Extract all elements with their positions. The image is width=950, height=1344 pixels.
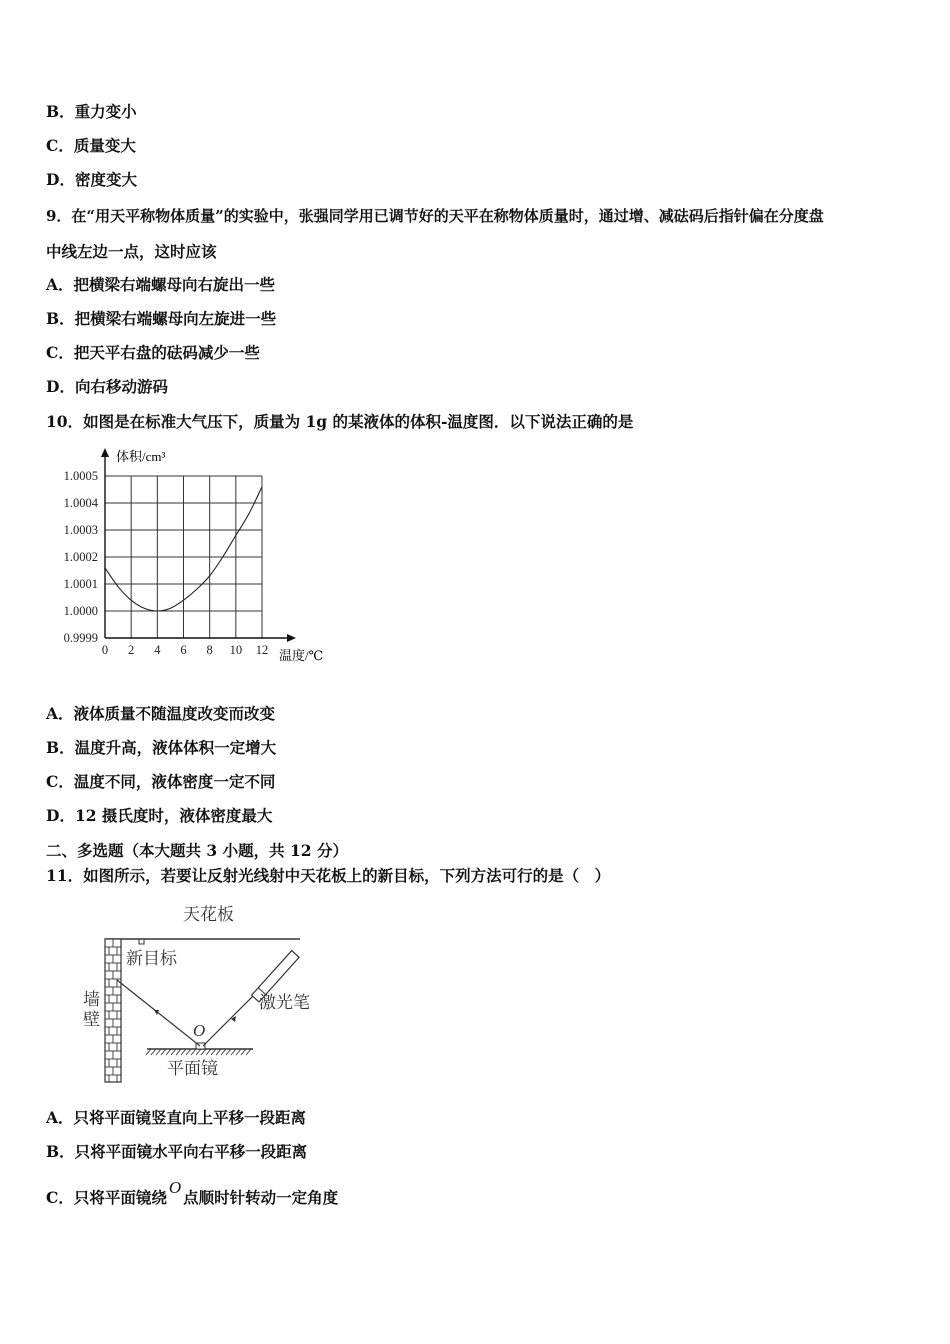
wall [105, 939, 121, 1082]
mirror-hatch-line [171, 1049, 176, 1055]
mirror-hatching [146, 1049, 251, 1055]
mirror-hatch-line [231, 1049, 236, 1055]
chart-x-tick-label: 4 [154, 643, 161, 657]
mirror-hatch-line [191, 1049, 196, 1055]
q9-option-c: C．把天平右盘的砝码减少一些 [46, 343, 260, 362]
mirror-hatch-line [166, 1049, 171, 1055]
chart-x-tick-label: 10 [229, 643, 243, 657]
mirror-hatch-line [221, 1049, 226, 1055]
section-2-title: 二、多选题（本大题共 3 小题，共 12 分） [46, 841, 348, 860]
laser-pen-label: 激光笔 [259, 993, 310, 1012]
mirror-hatch-line [151, 1049, 156, 1055]
q10-option-a: A．液体质量不随温度改变而改变 [46, 704, 276, 723]
q9-option-b: B．把横梁右端螺母向左旋进一些 [46, 309, 277, 328]
chart-x-tick-label: 8 [206, 643, 213, 657]
q11-stem: 11．如图所示，若要让反射光线射中天花板上的新目标，下列方法可行的是（ ） [46, 866, 611, 885]
wall-label-1: 墙 [83, 990, 100, 1009]
mirror-hatch-line [226, 1049, 231, 1055]
wall-label-2: 壁 [83, 1010, 100, 1029]
incident-ray [203, 994, 255, 1046]
point-o-symbol: O [168, 1178, 182, 1197]
new-target-marker [139, 939, 144, 944]
mirror-hatch-line [211, 1049, 216, 1055]
chart-y-axis-label: 体积/cm³ [116, 449, 166, 464]
mirror-label: 平面镜 [167, 1059, 218, 1078]
point-o-label: O [193, 1021, 206, 1040]
mirror-hatch-line [181, 1049, 186, 1055]
mirror-hatch-line [186, 1049, 191, 1055]
chart-ticks [64, 469, 269, 657]
mirror-hatch-line [196, 1049, 201, 1055]
q10-option-c: C．温度不同，液体密度一定不同 [46, 772, 276, 791]
chart-y-tick-label: 1.0004 [63, 496, 98, 510]
mirror-hatch-line [201, 1049, 206, 1055]
q10-stem: 10．如图是在标准大气压下，质量为 1g 的某液体的体积-温度图．以下说法正确的是 [46, 412, 634, 431]
chart-x-axis-label: 温度/℃ [279, 648, 324, 663]
volume-temperature-chart [50, 444, 350, 678]
mirror-hatch-line [241, 1049, 246, 1055]
mirror-hatch-line [161, 1049, 166, 1055]
q8-option-b: B．重力变小 [46, 102, 137, 121]
mirror-hatch-line [246, 1049, 251, 1055]
q10-option-b: B．温度升高，液体体积一定增大 [46, 738, 277, 757]
chart-x-tick-label: 2 [128, 643, 135, 657]
q11-option-a: A．只将平面镜竖直向上平移一段距离 [46, 1108, 307, 1127]
reflection-diagram [75, 898, 315, 1092]
chart-svg [50, 444, 350, 674]
q9-stem-line1: 9．在“用天平称物体质量”的实验中，张强同学用已调节好的天平在称物体质量时，通过增、减砝码后指针偏在分度盘 [46, 207, 824, 225]
q10-option-d: D．12 摄氏度时，液体密度最大 [46, 806, 273, 825]
mirror-hatch-line [236, 1049, 241, 1055]
chart-x-axis-arrow [287, 634, 296, 642]
mirror-hatch-line [206, 1049, 211, 1055]
mirror-hatch-line [156, 1049, 161, 1055]
mirror-hatch-line [146, 1049, 151, 1055]
chart-y-tick-label: 1.0003 [63, 523, 98, 537]
chart-x-tick-label: 6 [180, 643, 187, 657]
chart-y-axis-arrow [101, 448, 109, 457]
chart-y-tick-label: 0.9999 [63, 631, 98, 645]
q9-stem-line2: 中线左边一点，这时应该 [46, 242, 217, 261]
q8-option-c: C．质量变大 [46, 136, 136, 155]
chart-x-tick-label: 12 [255, 643, 269, 657]
new-target-label: 新目标 [126, 949, 177, 968]
chart-y-tick-label: 1.0005 [63, 469, 98, 483]
chart-x-tick-label: 0 [101, 643, 109, 657]
chart-y-tick-label: 1.0000 [63, 604, 98, 618]
chart-y-tick-label: 1.0002 [63, 550, 98, 564]
q9-option-a: A．把横梁右端螺母向右旋出一些 [46, 275, 276, 294]
reflection-diagram-svg [75, 898, 315, 1088]
chart-axes [101, 448, 296, 642]
chart-y-tick-label: 1.0001 [63, 577, 98, 591]
chart-grid [105, 476, 262, 638]
q8-option-d: D．密度变大 [46, 170, 137, 189]
mirror-hatch-line [216, 1049, 221, 1055]
mirror-hatch-line [176, 1049, 181, 1055]
reflected-ray [117, 980, 200, 1046]
ceiling-label: 天花板 [183, 905, 234, 924]
q9-option-d: D．向右移动游码 [46, 377, 168, 396]
q11-option-c: C．只将平面镜绕O点顺时针转动一定角度 [46, 1178, 339, 1207]
q11-option-b: B．只将平面镜水平向右平移一段距离 [46, 1142, 308, 1161]
